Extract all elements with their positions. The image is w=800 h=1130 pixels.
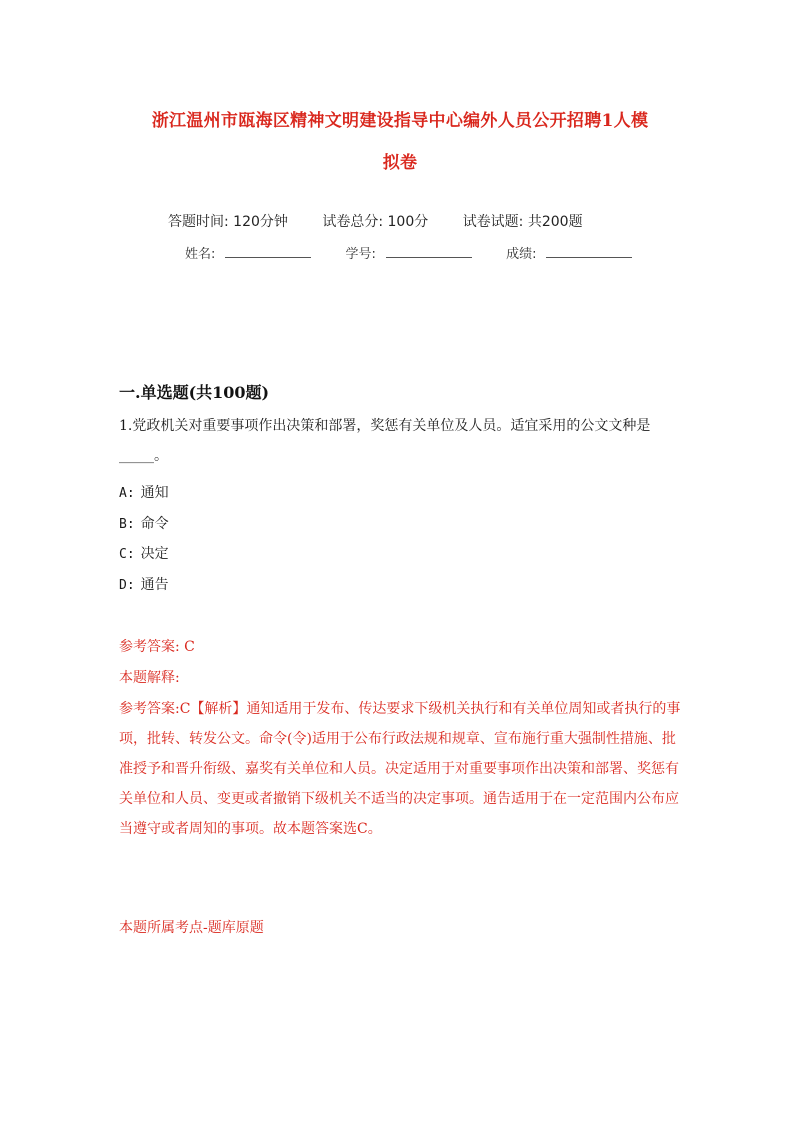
score-field bbox=[506, 243, 632, 262]
option-b-text: 命令 bbox=[140, 516, 169, 532]
option-b-letter: B: bbox=[119, 517, 135, 532]
reference-answer: 参考答案: C bbox=[119, 639, 195, 655]
name-field bbox=[185, 243, 311, 262]
exam-time: 答题时间: 120分钟 bbox=[168, 214, 288, 230]
exam-total-score: 试卷总分: 100分 bbox=[322, 214, 429, 230]
name-label: 姓名: bbox=[185, 247, 216, 262]
document-title-line2: 拟卷 bbox=[382, 153, 418, 173]
student-fields bbox=[185, 243, 662, 262]
document-title-line1: 浙江温州市瓯海区精神文明建设指导中心编外人员公开招聘1人模 bbox=[151, 111, 649, 131]
option-a-text: 通知 bbox=[140, 485, 169, 501]
option-b bbox=[119, 513, 169, 533]
exam-question-count: 试卷试题: 共200题 bbox=[462, 214, 583, 230]
option-c-text: 决定 bbox=[140, 546, 169, 562]
section-heading: 一.单选题(共100题) bbox=[119, 383, 270, 402]
option-c-letter: C: bbox=[119, 547, 135, 562]
score-label: 成绩: bbox=[506, 247, 537, 262]
option-d-letter: D: bbox=[119, 578, 135, 593]
option-d bbox=[119, 574, 169, 594]
option-c bbox=[119, 543, 169, 563]
student-id-label: 学号: bbox=[345, 247, 376, 262]
explanation-body: 参考答案:C【解析】通知适用于发布、传达要求下级机关执行和有关单位周知或者执行的事项，批转、转发公文。命令(令)适用于公布行政法规和规章、宣布施行重大强制性措施、批准授予和晋升衔级、嘉奖有关单位和人员。决定适用于对重要事项作出决策和部署、奖惩有关单位和人员、变更或者撤销下级机关不适当的决定事项。通告适用于在一定范围内公布应当遵守或者周知的事项。故本题答案选C。 bbox=[119, 701, 681, 837]
student-id-blank bbox=[386, 245, 472, 258]
option-a bbox=[119, 482, 169, 502]
exam-meta bbox=[168, 211, 613, 231]
question-stem: 1.党政机关对重要事项作出决策和部署，奖惩有关单位及人员。适宜采用的公文文种是_____。 bbox=[119, 418, 651, 464]
option-a-letter: A: bbox=[119, 486, 135, 501]
question-topic: 本题所属考点-题库原题 bbox=[119, 920, 264, 936]
option-d-text: 通告 bbox=[140, 577, 169, 593]
explanation-heading: 本题解释: bbox=[119, 670, 180, 686]
student-id-field bbox=[346, 243, 472, 262]
score-blank bbox=[546, 245, 632, 258]
name-blank bbox=[225, 245, 311, 258]
